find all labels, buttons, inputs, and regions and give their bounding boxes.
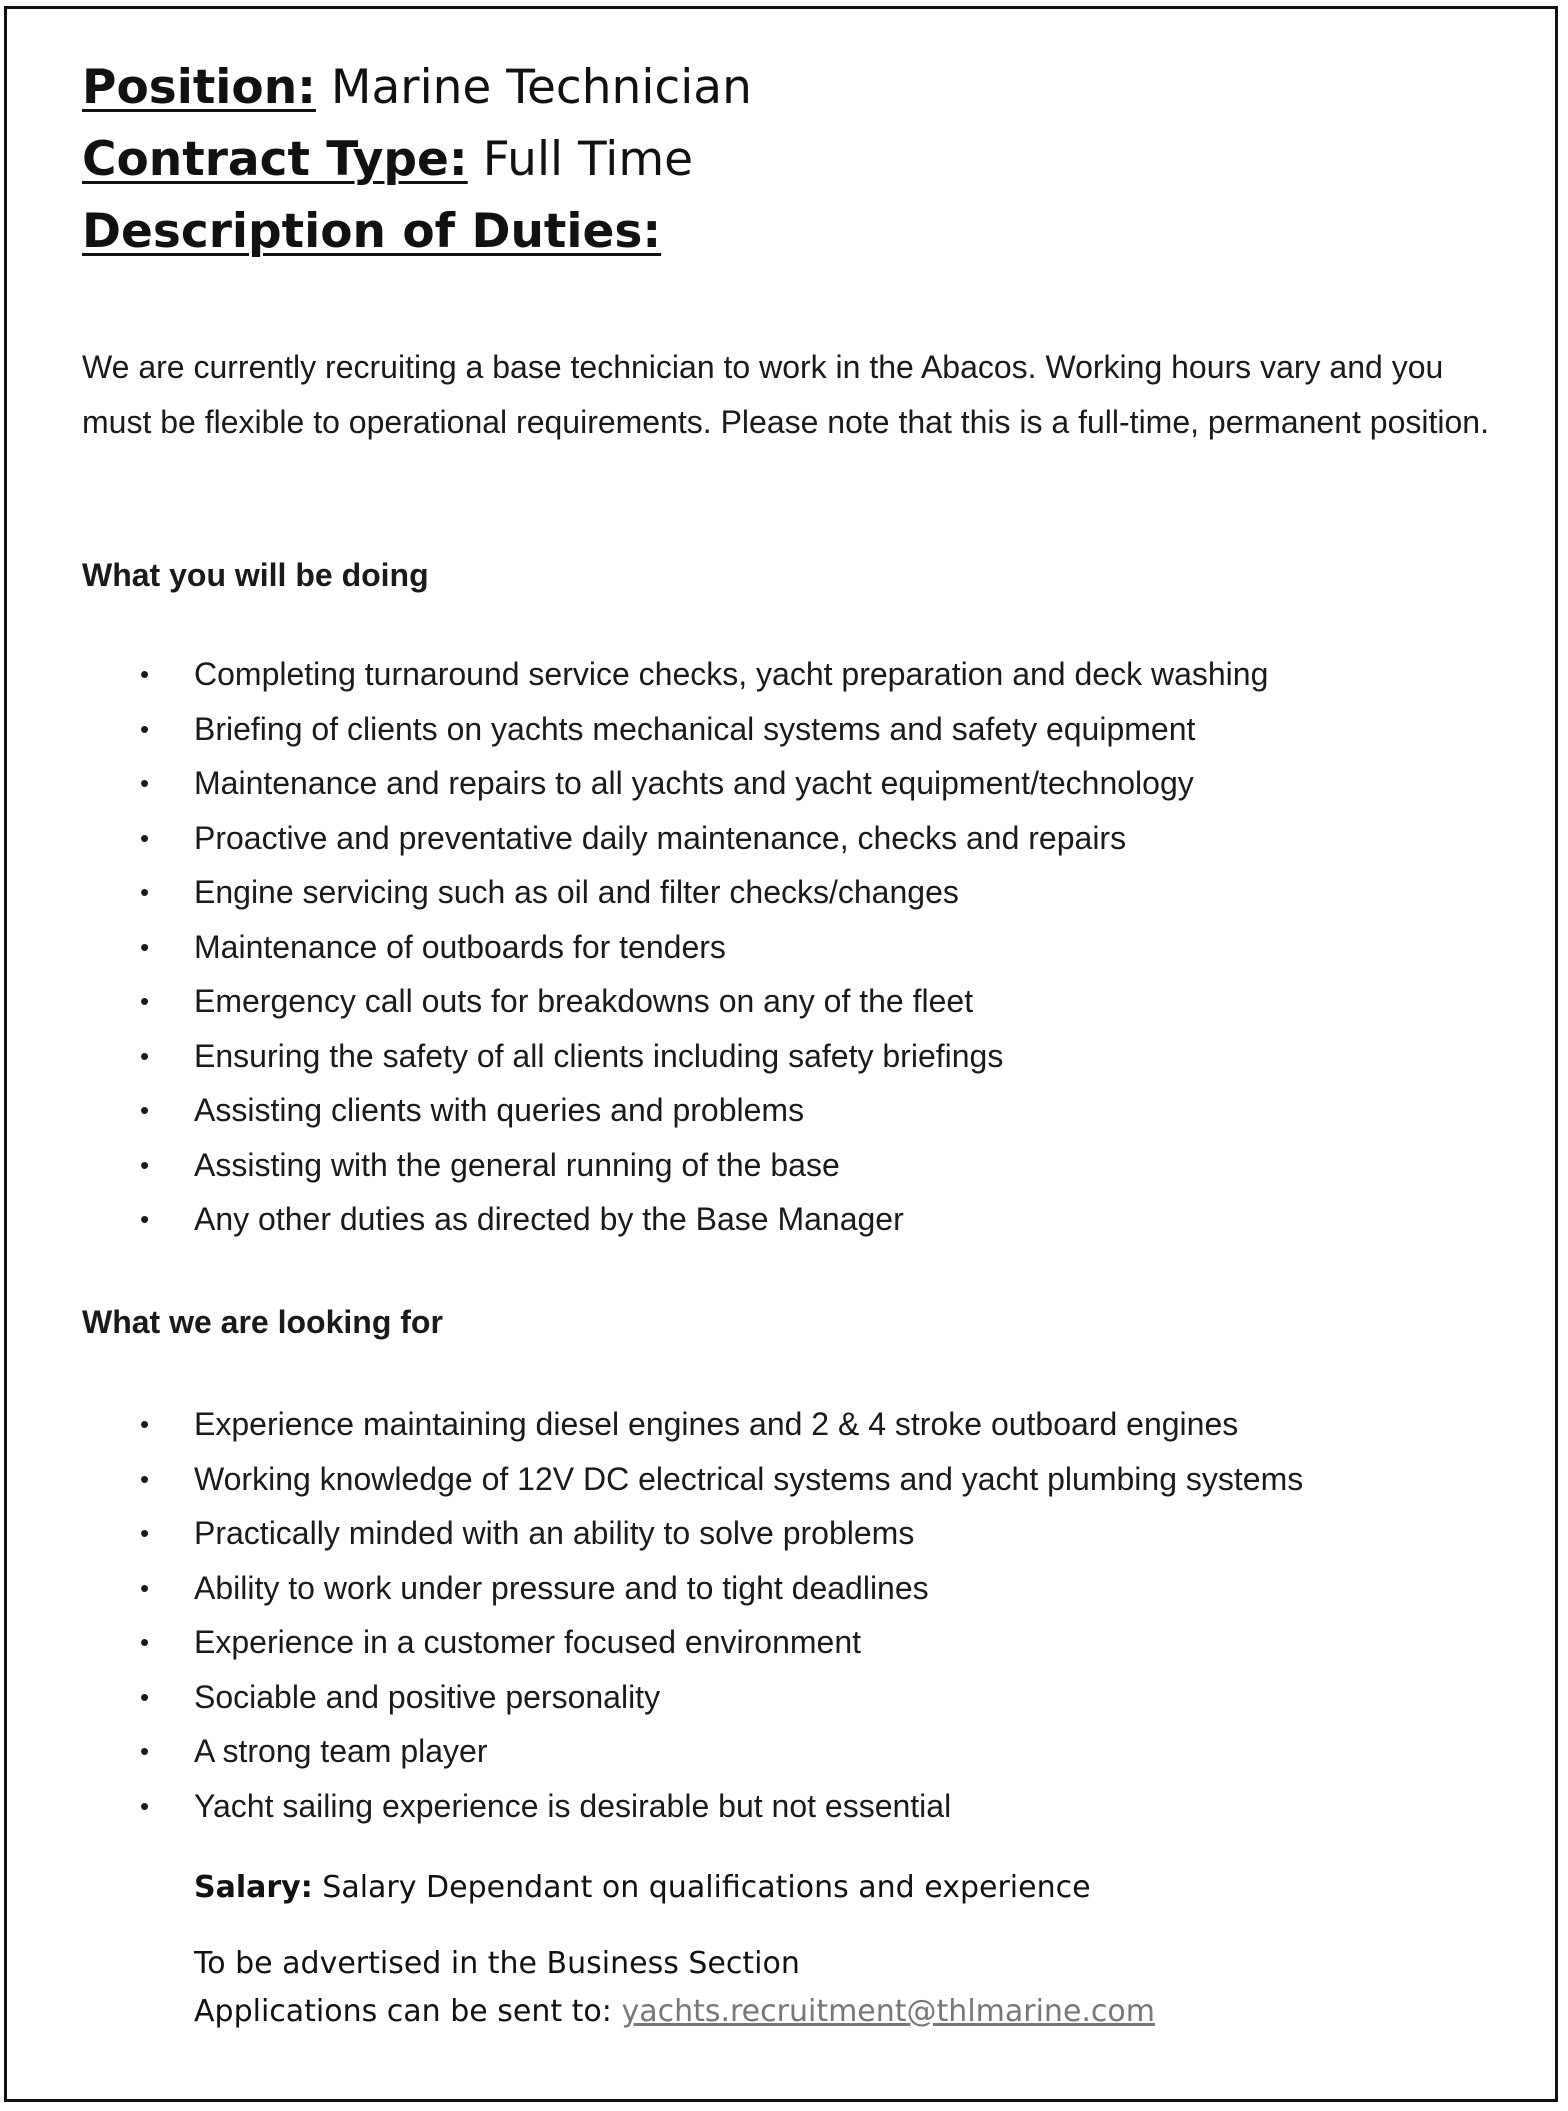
- bullet-icon: •: [140, 1790, 150, 1821]
- duty-text: Maintenance and repairs to all yachts and yacht equipment/technology: [194, 765, 1194, 801]
- duty-text: Engine servicing such as oil and filter checks/changes: [194, 874, 959, 910]
- email-link[interactable]: yachts.recruitment@thlmarine.com: [621, 1994, 1156, 2029]
- requirements-section-title: What we are looking for: [82, 1304, 443, 1340]
- advertised-note: To be advertised in the Business Section: [194, 1946, 800, 1981]
- duty-text: Assisting clients with queries and problems: [194, 1092, 805, 1128]
- bullet-icon: •: [140, 1149, 150, 1180]
- bullet-icon: •: [140, 1409, 150, 1439]
- bullet-icon: •: [140, 1204, 150, 1234]
- bullet-icon: •: [140, 1572, 150, 1603]
- duties-list: [82, 647, 1268, 1247]
- duty-text: Emergency call outs for breakdowns on any of the fleet: [194, 983, 974, 1019]
- header-block: [82, 52, 752, 268]
- list-item: [82, 1192, 1268, 1247]
- list-item: [82, 1138, 1268, 1193]
- bullet-icon: •: [140, 931, 150, 962]
- bullet-icon: •: [140, 986, 150, 1016]
- duty-text: Ensuring the safety of all clients including safety briefings: [194, 1037, 1004, 1074]
- contact-block: [194, 1940, 1155, 2036]
- bullet-icon: •: [140, 1736, 150, 1766]
- list-item: [82, 1561, 1303, 1616]
- salary-label: Salary:: [194, 1870, 313, 1905]
- list-item: [82, 1724, 1303, 1779]
- bullet-icon: •: [140, 1518, 150, 1548]
- duty-text: Any other duties as directed by the Base Manager: [194, 1201, 904, 1237]
- list-item: [82, 974, 1268, 1029]
- requirement-text: Experience in a customer focused environment: [194, 1624, 862, 1660]
- applications-line: [194, 1988, 1155, 2036]
- salary-line: [194, 1868, 1091, 1908]
- bullet-icon: •: [140, 1463, 150, 1494]
- list-item: [82, 1779, 1303, 1834]
- duty-text: Proactive and preventative daily maintenance, checks and repairs: [194, 819, 1127, 856]
- list-item: [82, 647, 1268, 702]
- list-item: [82, 702, 1268, 757]
- contract-line: [82, 124, 752, 196]
- bullet-icon: •: [140, 1040, 150, 1071]
- list-item: [82, 756, 1268, 811]
- requirement-text: Ability to work under pressure and to tight deadlines: [194, 1569, 929, 1606]
- bullet-icon: •: [140, 768, 150, 798]
- position-value: Marine Technician: [330, 60, 752, 115]
- position-label: Position:: [82, 60, 316, 115]
- position-line: [82, 52, 752, 124]
- requirement-text: Experience maintaining diesel engines and 2 & 4 stroke outboard engines: [194, 1406, 1239, 1442]
- salary-value: Salary Dependant on qualifications and experience: [322, 1870, 1091, 1905]
- list-item: [82, 1397, 1303, 1452]
- list-item: [82, 1506, 1303, 1561]
- bullet-icon: •: [140, 713, 150, 744]
- bullet-icon: •: [140, 822, 150, 853]
- list-item: [82, 865, 1268, 920]
- requirement-text: Practically minded with an ability to solve problems: [194, 1515, 915, 1551]
- bullet-icon: •: [140, 877, 150, 907]
- duty-text: Briefing of clients on yachts mechanical systems and safety equipment: [194, 710, 1196, 747]
- intro-paragraph: We are currently recruiting a base technician to work in the Abacos. Working hours vary and you must be flexible to operational requirements. Please note that this is a full-time, permanent position.: [82, 349, 1489, 440]
- contract-label: Contract Type:: [82, 132, 468, 187]
- requirement-text: Working knowledge of 12V DC electrical systems and yacht plumbing systems: [194, 1460, 1304, 1497]
- requirements-list: [82, 1397, 1303, 1833]
- duty-text: Assisting with the general running of the base: [194, 1146, 840, 1183]
- bullet-icon: •: [140, 1681, 150, 1712]
- requirement-text: Sociable and positive personality: [194, 1678, 661, 1715]
- bullet-icon: •: [140, 1095, 150, 1125]
- list-item: [82, 811, 1268, 866]
- contract-value: Full Time: [482, 132, 694, 187]
- list-item: [82, 1029, 1268, 1084]
- bullet-icon: •: [140, 659, 150, 689]
- list-item: [82, 1083, 1268, 1138]
- duty-text: Completing turnaround service checks, yacht preparation and deck washing: [194, 656, 1269, 692]
- duties-heading-line: [82, 196, 752, 268]
- bullet-icon: •: [140, 1627, 150, 1657]
- requirement-text: A strong team player: [194, 1733, 488, 1769]
- duties-heading: Description of Duties:: [82, 204, 662, 259]
- duty-text: Maintenance of outboards for tenders: [194, 928, 726, 965]
- list-item: [82, 1670, 1303, 1725]
- duties-section-title: What you will be doing: [82, 557, 429, 593]
- list-item: [82, 1615, 1303, 1670]
- requirement-text: Yacht sailing experience is desirable but not essential: [194, 1787, 952, 1824]
- list-item: [82, 1452, 1303, 1507]
- applications-label: Applications can be sent to:: [194, 1994, 612, 2029]
- list-item: [82, 920, 1268, 975]
